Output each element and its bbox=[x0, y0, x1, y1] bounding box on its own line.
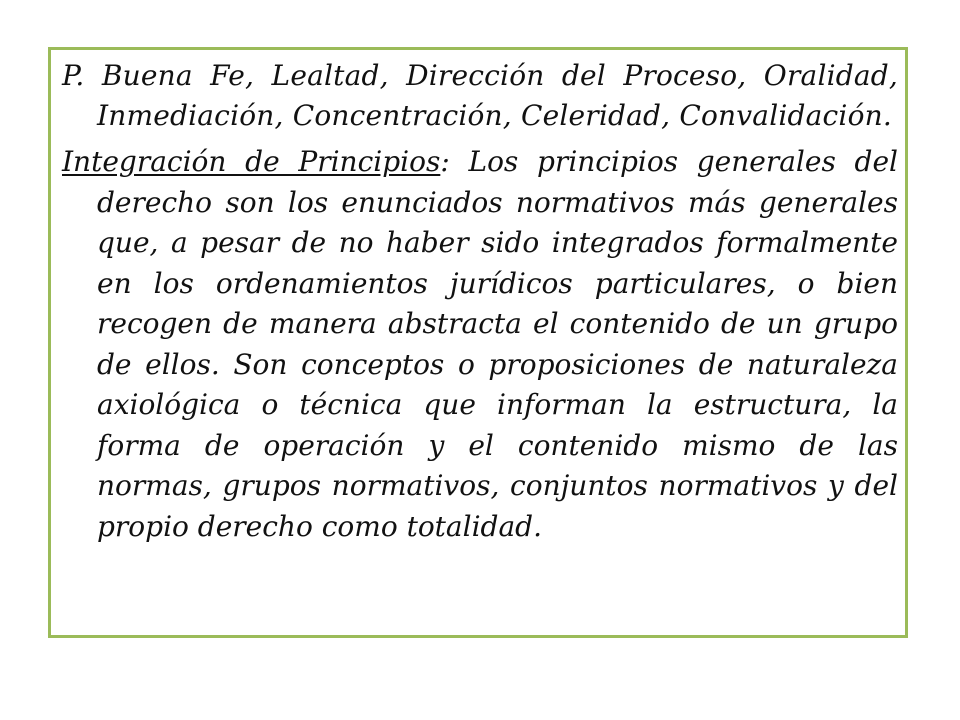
slide-text-area bbox=[62, 56, 898, 547]
principles-list-paragraph bbox=[62, 56, 898, 136]
slide-content-box bbox=[48, 47, 908, 638]
integration-heading: Integración de Principios bbox=[62, 145, 441, 178]
principles-list-text: P. Buena Fe, Lealtad, Dirección del Proceso, Oralidad, Inmediación, Concentración, Celeridad, Convalidación. bbox=[62, 59, 898, 132]
integration-body-text: : Los principios generales del derecho son los enunciados normativos más generales que, a pesar de no haber sido integrados formalmente en los ordenamientos jurídicos particulares, o bien recogen de manera abstracta el contenido de un grupo de ellos. Son conceptos o proposiciones de naturaleza axiológica o técnica que informan la estructura, la forma de operación y el contenido mismo de las normas, grupos normativos, conjuntos normativos y del propio derecho como totalidad. bbox=[97, 145, 898, 543]
integration-paragraph bbox=[62, 142, 898, 547]
